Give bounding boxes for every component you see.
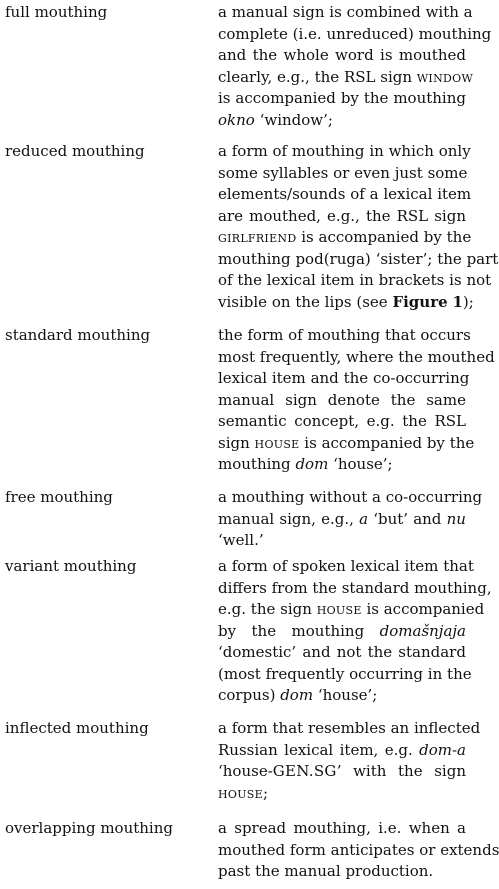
definition-line: mouthing pod(ruga) ‘sister’; the part <box>218 249 499 268</box>
definition-line: corpus) dom ‘house’; <box>218 686 378 704</box>
definition <box>218 487 483 552</box>
definition-line: sign house is accompanied by the <box>218 433 475 452</box>
definition-line: visible on the lips (see Figure 1); <box>218 292 474 311</box>
definition-line: and the whole word is mouthed <box>218 46 466 64</box>
definition-line: okno ‘window’; <box>218 110 333 129</box>
definition-line: complete (i.e. unreduced) mouthing <box>218 24 492 43</box>
definition-line: semantic concept, e.g. the RSL <box>218 412 466 430</box>
definition-line: house; <box>218 783 269 802</box>
definition-line: ‘house-GEN.SG’ with the sign <box>218 762 466 780</box>
definition-line: the form of mouthing that occurs <box>218 326 471 344</box>
definition-line: a form that resembles an inflected <box>218 719 481 737</box>
definition <box>218 2 492 131</box>
definition-line: by the mouthing domašnjaja <box>218 621 466 640</box>
definition <box>218 141 499 313</box>
definition-line: some syllables or even just some <box>218 163 468 182</box>
definition <box>218 818 499 883</box>
definition-line: girlfriend is accompanied by the <box>218 228 472 246</box>
definition <box>218 325 495 476</box>
term-label: overlapping mouthing <box>5 819 173 837</box>
definition-line: differs from the standard mouthing, <box>218 578 492 597</box>
definition <box>218 718 481 804</box>
definition-line: are mouthed, e.g., the RSL sign <box>218 206 466 225</box>
definition-line: of the lexical item in brackets is not <box>218 271 492 289</box>
definition-line: past the manual production. <box>218 862 434 880</box>
definition-line: a mouthing without a co-occurring <box>218 488 483 506</box>
definition-line: Russian lexical item, e.g. dom-a <box>218 740 466 759</box>
term-label: reduced mouthing <box>5 142 145 160</box>
term-label: variant mouthing <box>5 557 137 575</box>
definition-line: e.g. the sign house is accompanied <box>218 600 485 618</box>
definition-line: ‘well.’ <box>218 531 264 549</box>
definition-line: is accompanied by the mouthing <box>218 89 466 107</box>
definition-line: mouthing dom ‘house’; <box>218 455 393 473</box>
definition-line: a spread mouthing, i.e. when a <box>218 819 466 837</box>
definition-line: mouthed form anticipates or extends <box>218 840 499 859</box>
term-label: free mouthing <box>5 488 113 506</box>
definition-line: (most frequently occurring in the <box>218 664 472 683</box>
definition-line: lexical item and the co-occurring <box>218 369 470 387</box>
definition-line: clearly, e.g., the RSL sign window <box>218 67 474 86</box>
definition-line: a form of spoken lexical item that <box>218 557 474 575</box>
definition-line: most frequently, where the mouthed <box>218 347 495 366</box>
definition-line: a manual sign is combined with a <box>218 3 473 21</box>
definition-line: manual sign denote the same <box>218 390 466 409</box>
term-label: full mouthing <box>5 3 108 21</box>
definition-line: ‘domestic’ and not the standard <box>218 643 466 661</box>
term-label: standard mouthing <box>5 326 151 344</box>
definition-line: a form of mouthing in which only <box>218 142 471 160</box>
term-label: inflected mouthing <box>5 719 149 737</box>
definition-line: elements/sounds of a lexical item <box>218 185 472 203</box>
definition <box>218 556 492 707</box>
definition-line: manual sign, e.g., a ‘but’ and nu <box>218 509 466 528</box>
